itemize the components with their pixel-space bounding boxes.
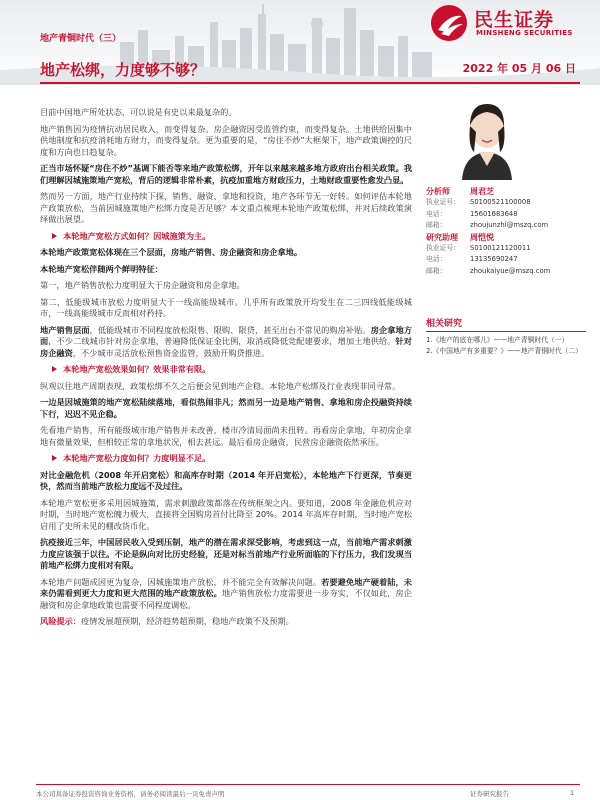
assistant-name: 周恺悦 xyxy=(470,232,494,242)
section-heading-3: 本轮地产宽松力度如何？力度明显不足。 xyxy=(40,453,412,465)
body-paragraph: 第一，地产销售放松力度明显大于房企融资和房企拿地。 xyxy=(40,280,245,290)
body-paragraph-mixed: 地产销售层面，低能级城市不同程度放松限售、限购、限贷，甚至出台不常见的购房补贴。房企拿地方面，不少二线城市针对房企拿地，普遍降低保证金比例，取消或降低竞配建要求，增加土地供给。针对房企融资，不少城市灵活放松预售资金监管，鼓励开购贷推进。 xyxy=(40,324,412,358)
body-paragraph: 目前中国地产所处状态，可以说是有史以来最复杂的。 xyxy=(40,107,237,117)
report-body xyxy=(40,107,412,633)
risk-warning: 风险提示：疫情发展超预期，经济趋势超预期，稳地产政策不及预期。 xyxy=(40,616,294,626)
body-paragraph-bold: 本轮地产政策宽松体现在三个层面，房地产销售、房企融资和房企拿地。 xyxy=(40,247,303,257)
body-paragraph: 然而另一方面，地产行业持续下探，销售、融资、拿地和投资，地产各环节无一好转。如何评估本轮地产政策放松，当前因城施策地产松绑力度是否足够？本文重点梳理本轮地产政策松绑，并对后续政策演绎做出展望。 xyxy=(40,191,412,224)
minsheng-logo-icon xyxy=(430,4,468,42)
triangle-bullet-icon xyxy=(52,233,57,239)
body-paragraph: 第二，低能级城市放松力度明显大于一线高能级城市。几乎所有政策放开均发生在二三四线低能级城市，一线高能级城市反而相对矜持。 xyxy=(40,296,412,318)
analyst-label: 分析师 xyxy=(426,187,450,196)
report-title: 地产松绑，力度够不够？ xyxy=(40,61,206,79)
analyst-phone: 15601683648 xyxy=(470,209,518,218)
body-paragraph-bold: 对比金融危机（2008 年开启宽松）和高库存时期（2014 年开启宽松），本轮地产下行更深，节奏更快，然而当前地产放松力度远不及过往。 xyxy=(40,469,412,491)
related-research xyxy=(426,316,586,357)
report-header xyxy=(0,0,600,85)
related-research-item[interactable]: 2.《中国地产有多重要？》——地产青铜时代（二） xyxy=(426,347,583,355)
body-paragraph: 先看地产销售，所有能级城市地产销售并未改善，楼市冷清局面尚未扭转。再看房企拿地，年初房企拿地有微量效果，但相较正常的拿地状况，相去甚远。最后看房企融资，民营房企融资依然承压。 xyxy=(40,425,412,447)
body-paragraph: 本轮地产宽松更多采用因城施策，需求刺激政策都落在传统框架之内。要知道，2008 年金融危机应对时期，当时地产宽松魄力极大，直接将全国购房首付比降至 20%。2014 年高库存时期，当时地产宽松启用了史所未见的棚改货币化。 xyxy=(40,497,412,531)
body-paragraph-bold: 本轮地产宽松伴随两个鲜明特征： xyxy=(40,263,163,274)
analyst-info: 分析师 周君芝 执业证号： S0100521100008 电话： 15601683648 邮箱： zhoujunzhi@mszq.com 研究助理 周恺悦 执业证号： S0100121120011 电话： 13135690247 邮箱： zhoukaiyue@mszq.com xyxy=(426,186,586,277)
analyst-email[interactable]: zhoujunzhi@mszq.com xyxy=(470,221,549,230)
footer-doc-type: 证券研究报告 xyxy=(470,790,509,798)
assistant-license: S0100121120011 xyxy=(470,244,531,253)
page-number: 1 xyxy=(570,789,575,797)
report-date: 2022 年 05 月 06 日 xyxy=(462,62,576,75)
assistant-phone: 13135690247 xyxy=(470,255,518,264)
triangle-bullet-icon xyxy=(52,455,57,461)
section-heading-1: 本轮地产宽松方式如何？因城施策为主。 xyxy=(40,231,412,243)
footer-divider xyxy=(36,784,580,785)
triangle-bullet-icon xyxy=(52,366,57,372)
body-paragraph-bold: 一边是因城施策的地产宽松陆续落地，看似热闹非凡；然而另一边是地产销售、拿地和房企投融资持续下行，迟迟不见企稳。 xyxy=(40,397,412,419)
analyst-photo xyxy=(432,92,542,180)
assistant-label: 研究助理 xyxy=(426,232,458,242)
analyst-name: 周君芝 xyxy=(470,187,494,196)
brand-name-en: MINSHENG SECURITIES xyxy=(476,29,573,37)
analyst-license: S0100521100008 xyxy=(470,198,531,207)
section-heading-2: 本轮地产宽松效果如何？效果非常有限。 xyxy=(40,364,412,376)
body-paragraph-bold: 正当市场怀疑“房住不炒”基调下能否等来地产政策松绑，开年以来越来越多地方政府出台相关政策。我们理解因城施策地产宽松，背后的逻辑非常朴素，抗疫加重地方财政压力，土地财政重要性愈发凸显。 xyxy=(40,163,412,185)
body-paragraph-mixed: 本轮地产问题成因更为复杂，因城施策地产放松，并不能完全有效解决问题。若要避免地产硬着陆，未来仍需看到更大力度和更大范围的地产政策放松。地产销售放松力度需要进一步夯实，不仅如此，房企融资和房企拿地政策也需要不同程度调松。 xyxy=(40,576,412,610)
body-paragraph-bold: 抗疫接近三年，中国居民收入受到压制，地产的潜在需求深受影响，考虑到这一点，当前地产需求刺激力度应该强于以往。不论是纵向对比历史经验，还是对标当前地产行业所面临的下行压力，我们发现当前地产松绑力度相对有限。 xyxy=(40,537,412,570)
header-divider xyxy=(40,82,580,84)
footer-disclaimer: 本公司具备证券投资咨询业务资格，请务必阅读最后一页免责声明 xyxy=(36,790,225,798)
assistant-email[interactable]: zhoukaiyue@mszq.com xyxy=(470,266,551,275)
body-paragraph: 纵观以往地产周期表现，政策松绑不久之后便会见到地产企稳。本轮地产松绑及行业表现非同寻常。 xyxy=(40,380,401,391)
related-research-item[interactable]: 1.《地产的底在哪儿》——地产青铜时代（一） xyxy=(426,336,569,344)
minsheng-logo xyxy=(430,4,590,42)
series-name: 地产青铜时代（三） xyxy=(40,34,122,44)
body-paragraph: 地产销售因为疫情抗动居民收入，而变得复杂。房企融资因受监管约束，而变得复杂。土地供给因集中供地制度和抗疫消耗地方财力，而变得复杂。更为重要的是，“房住不炒”大框架下，地产政策调控的尺度和方向也日趋复杂。 xyxy=(40,123,412,157)
brand-name-cn: 民生证券 xyxy=(474,9,555,31)
related-research-title: 相关研究 xyxy=(426,316,586,332)
